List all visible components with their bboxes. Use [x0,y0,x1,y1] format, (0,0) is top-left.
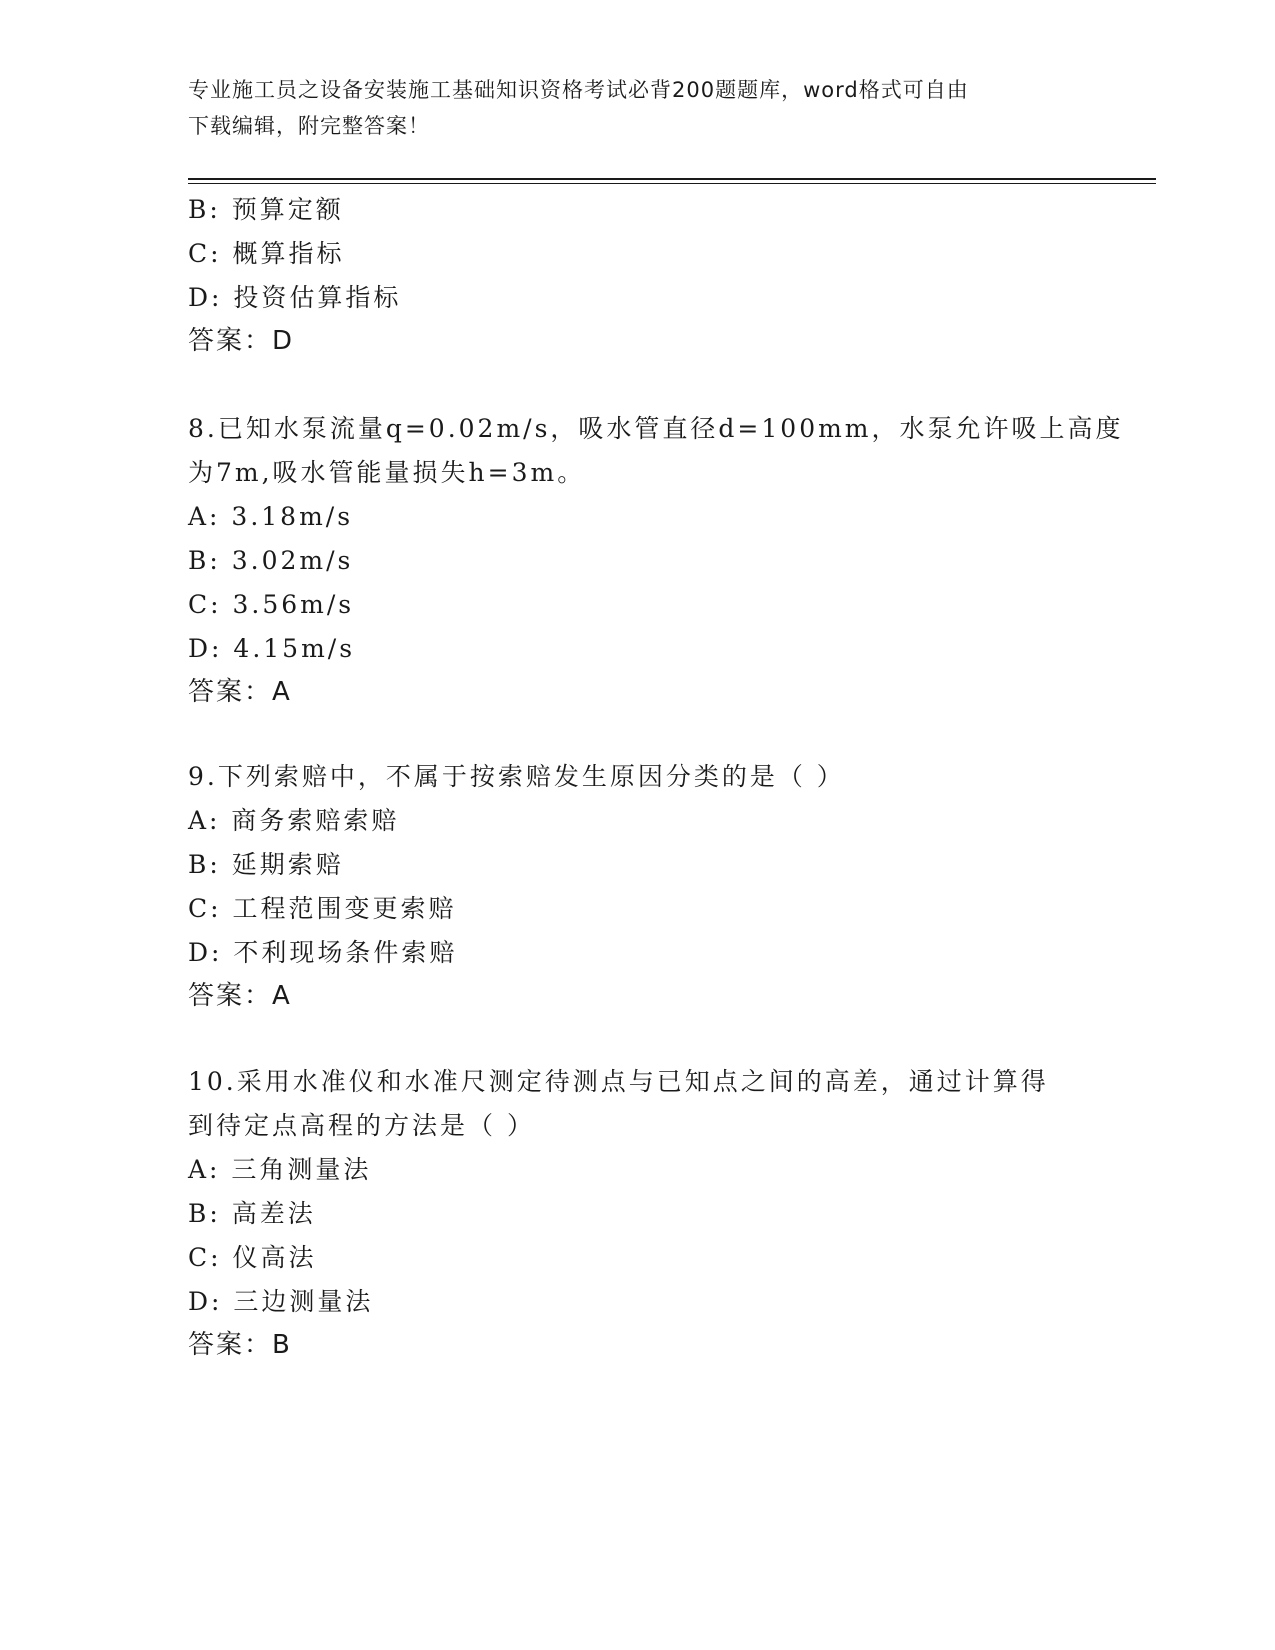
header-divider-thick [188,178,1156,180]
q10-option-a: A: 三角测量法 [188,1155,372,1184]
document-header [188,72,1078,144]
q10-stem-line-1: 10.采用水准仪和水准尺测定待测点与已知点之间的高差，通过计算得 [188,1067,1049,1096]
header-line-1: 专业施工员之设备安装施工基础知识资格考试必背200题题库，word格式可自由 [188,78,969,102]
q10-answer: 答案：B [188,1330,292,1360]
q9-option-c: C: 工程范围变更索赔 [188,894,457,923]
q9-option-a: A: 商务索赔索赔 [188,806,400,835]
q8-answer: 答案：A [188,677,292,707]
header-divider-thin [188,183,1156,184]
q10-option-c: C: 仪高法 [188,1243,317,1272]
q10-option-b: B: 高差法 [188,1199,316,1228]
q7-option-c: C: 概算指标 [188,239,345,268]
header-line-2: 下载编辑，附完整答案！ [188,114,430,138]
q7-option-d: D: 投资估算指标 [188,283,402,312]
q10-option-d: D: 三边测量法 [188,1287,374,1316]
q8-option-b: B: 3.02m/s [188,546,354,575]
q9-answer: 答案：A [188,981,292,1011]
q7-option-b: B: 预算定额 [188,195,344,224]
q8-option-c: C: 3.56m/s [188,590,355,619]
q8-stem-line-1: 8.已知水泵流量q=0.02m/s，吸水管直径d=100mm，水泵允许吸上高度 [188,414,1124,443]
q9-option-b: B: 延期索赔 [188,850,344,879]
q10-stem-line-2: 到待定点高程的方法是（ ） [188,1111,535,1140]
q7-answer: 答案：D [188,326,295,356]
q8-option-d: D: 4.15m/s [188,634,356,663]
q9-option-d: D: 不利现场条件索赔 [188,938,458,967]
q8-option-a: A: 3.18m/s [188,502,354,531]
q9-stem: 9.下列索赔中，不属于按索赔发生原因分类的是（ ） [188,762,845,791]
q8-stem-line-2: 为7m,吸水管能量损失h=3m。 [188,458,586,487]
